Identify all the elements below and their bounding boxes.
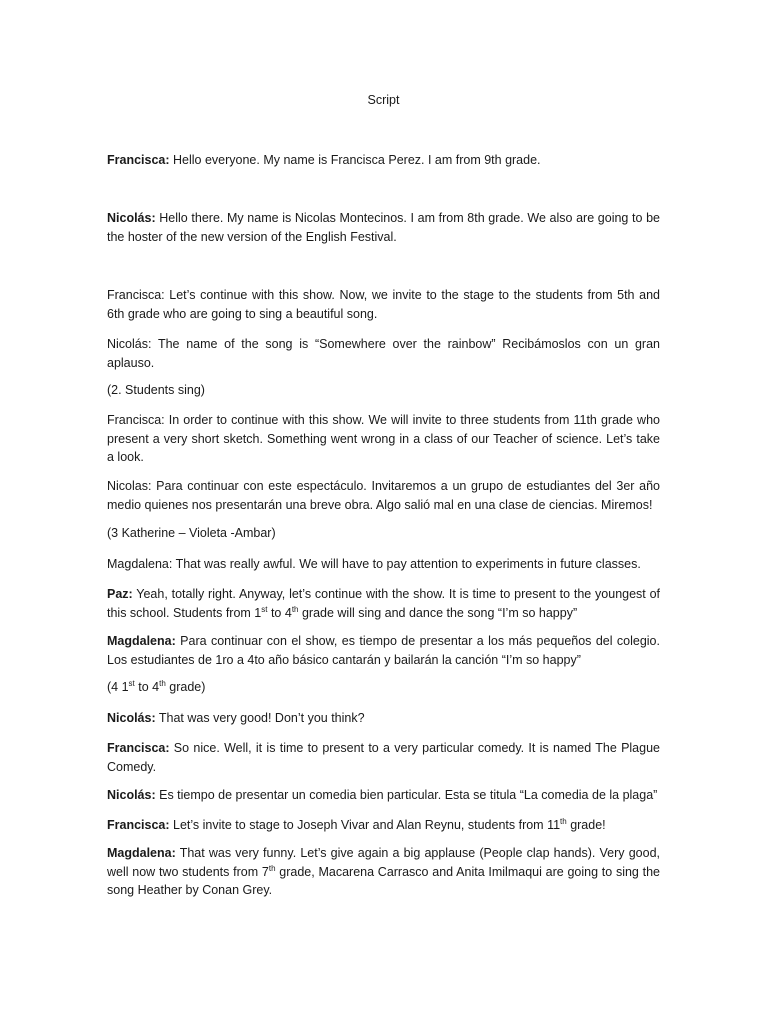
script-line: [107, 555, 660, 574]
line-text: Hello everyone. My name is Francisca Perez. I am from 9th grade.: [169, 153, 541, 167]
speaker-name: Paz:: [107, 587, 133, 601]
line-text: Francisca: In order to continue with this show. We will invite to three students from 11th grade who present a very short sketch. Something went wrong in a class of our Teacher of science. Let’s take a look.: [107, 413, 660, 464]
document-title: Script: [367, 93, 400, 107]
line-text: Let’s invite to stage to Joseph Vivar and Alan Reynu, students from 11: [169, 818, 561, 832]
script-line: [107, 678, 660, 697]
line-text: Para continuar con el show, es tiempo de presentar a los más pequeños del colegio. Los estudiantes de 1ro a 4to año básico cantarán y bailarán la canción “I’m so happy”: [107, 634, 660, 667]
script-line: [107, 739, 660, 776]
line-text: So nice. Well, it is time to present to a very particular comedy. It is named The Plague Comedy.: [107, 741, 660, 774]
line-text: grade, Macarena Carrasco and Anita Imilmaqui are going to sing the song Heather by Conan Grey.: [107, 864, 660, 897]
speaker-name: Magdalena:: [107, 846, 176, 860]
script-line: [107, 286, 660, 323]
line-text: to 4: [134, 680, 160, 694]
script-line: [107, 381, 660, 400]
speaker-name: Magdalena:: [107, 634, 176, 648]
script-line: [107, 477, 660, 514]
ordinal-suffix: st: [128, 678, 135, 688]
script-line: [107, 709, 660, 728]
line-text: grade): [165, 680, 206, 694]
script-line: [107, 151, 660, 170]
speaker-name: Francisca:: [107, 741, 170, 755]
script-line: [107, 524, 660, 543]
line-text: (2. Students sing): [107, 383, 205, 397]
speaker-name: Nicolás:: [107, 211, 156, 225]
line-text: Nicolás: The name of the song is “Somewhere over the rainbow” Recibámoslos con un gran aplauso.: [107, 337, 660, 370]
ordinal-suffix: th: [560, 816, 567, 826]
line-text: That was very good! Don’t you think?: [155, 711, 365, 725]
line-text: That was very funny. Let’s give again a big applause (People clap hands). Very good, well now two students from 7: [107, 846, 660, 879]
line-text: grade will sing and dance the song “I’m so happy”: [298, 605, 578, 620]
script-line: [107, 209, 660, 246]
line-text: (3 Katherine – Violeta -Ambar): [107, 526, 276, 540]
ordinal-suffix: th: [291, 604, 299, 614]
line-text: to 4: [267, 605, 292, 620]
speaker-name: Nicolás:: [107, 711, 156, 725]
speaker-name: Francisca:: [107, 153, 170, 167]
line-text: Es tiempo de presentar un comedia bien particular. Esta se titula “La comedia de la plaga”: [155, 788, 658, 802]
script-line: [107, 411, 660, 467]
ordinal-suffix: th: [159, 678, 166, 688]
script-line: [107, 585, 660, 622]
ordinal-suffix: st: [261, 604, 268, 614]
speaker-name: Francisca:: [107, 818, 170, 832]
line-text: grade!: [566, 818, 606, 832]
line-text: Magdalena: That was really awful. We will have to pay attention to experiments in future classes.: [107, 557, 641, 571]
line-text: Francisca: Let’s continue with this show. Now, we invite to the stage to the students from 5th and 6th grade who are going to sing a beautiful song.: [107, 288, 660, 321]
line-text: Hello there. My name is Nicolas Montecinos. I am from 8th grade. We also are going to be the hoster of the new version of the English Festival.: [107, 211, 660, 244]
line-text: Nicolas: Para continuar con este espectáculo. Invitaremos a un grupo de estudiantes del 3er año medio quienes nos presentarán una breve obra. Algo salió mal en una clase de ciencias. Miremos!: [107, 479, 660, 512]
script-line: [107, 786, 660, 805]
ordinal-suffix: th: [268, 863, 276, 873]
line-text: Yeah, totally right. Anyway, let’s continue with the show. It is time to present to the youngest of this school. Students from 1: [107, 587, 660, 620]
script-line: [107, 632, 660, 669]
speaker-name: Nicolás:: [107, 788, 156, 802]
line-text: (4 1: [107, 680, 129, 694]
script-line: [107, 335, 660, 372]
script-line: [107, 844, 660, 900]
script-line: [107, 816, 660, 835]
